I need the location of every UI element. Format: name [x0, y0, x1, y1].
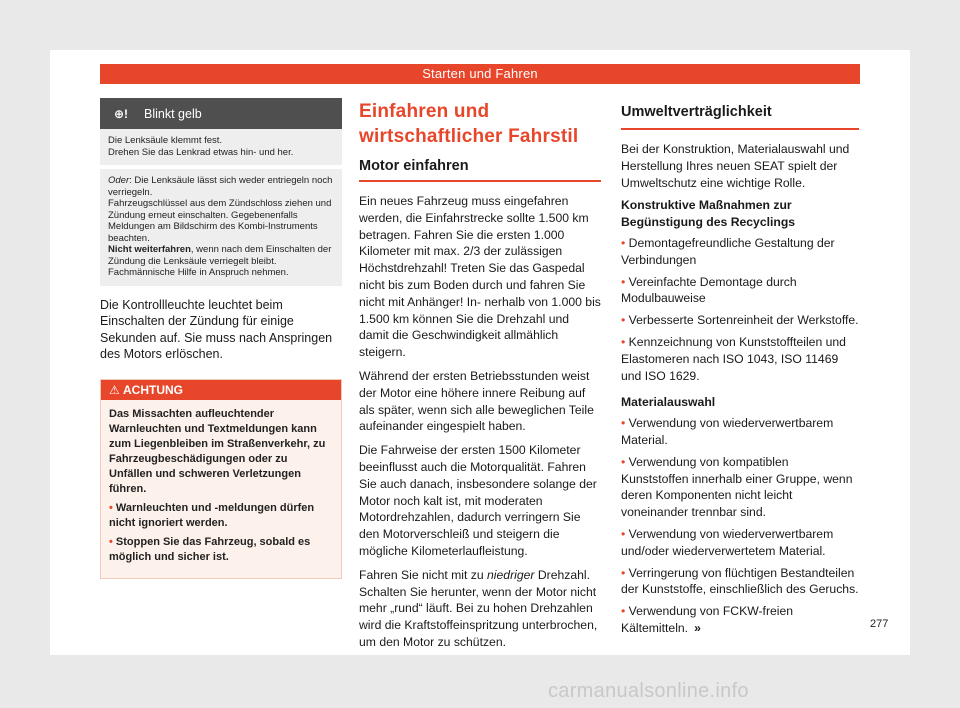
list2-item-4: Verringerung von flüchtigen Bestandteilen der Kunststoffe, einschließlich des Geruchs. [621, 565, 859, 597]
list-item [621, 274, 859, 308]
list1-item-1: Demontagefreundliche Gestaltung der Verbindungen [621, 235, 835, 267]
p4-b: Drehzahl. Schalten Sie herunter, wenn der Motor nicht mehr „rund“ läuft. Bei zu hohen Drehzahlen wird die Kraftstoffeinspritzung unterbrochen, um den Motor zu schützen. [359, 567, 598, 649]
indicator-state-title: Blinkt gelb [144, 106, 202, 121]
warning-body [101, 400, 341, 578]
middle-paragraph-1: Ein neues Fahrzeug muss eingefahren werden, die Einfahrstrecke sollte 1.500 km betragen. Fahren Sie die ersten 1.000 Kilometer mit max. 2/3 der zulässigen Höchstdrehzahl! Treten Sie das Gaspedal nicht bis zum Boden durch und fahren Sie nicht mit Anhänger! In- nerhalb von 1.000 bis 1.500 km können Sie die Drehzahl und damit die Geschwindigkeit allmählich steigern. [359, 194, 601, 360]
middle-paragraph-2: Während der ersten Betriebsstunden weist der Motor eine höhere innere Reibung auf als später, wenn sich alle beweglichen Teile aufeinander eingespielt haben. [359, 368, 594, 434]
indicator-table-body [100, 129, 342, 286]
warning-header [101, 380, 341, 400]
list-item [621, 565, 859, 599]
p4-em: niedriger [487, 567, 535, 582]
environment-title: Umweltverträglichkeit [621, 98, 859, 130]
warning-bullet-2 [109, 535, 333, 565]
list-item [621, 454, 859, 521]
cell1-line-1: Die Lenksäule klemmt fest. [108, 135, 223, 146]
warning-box [100, 379, 342, 579]
indicator-paragraph: Die Kontrollleuchte leuchtet beim Einschalten der Zündung für einige Sekunden auf. Sie muss nach Anspringen des Motors erlöschen. [100, 297, 333, 361]
cell2-text1: : Die Lenksäule lässt sich weder entriegeln noch verriegeln. [108, 175, 333, 198]
section-header: Starten und Fahren [100, 64, 860, 84]
warning-triangle-icon: ⚠ [109, 382, 120, 397]
steering-lock-warning-icon: ⊕! [113, 106, 129, 121]
right-column [621, 98, 859, 642]
bullet-icon: • [621, 454, 629, 469]
list2-item-3: Verwendung von wiederverwertbarem und/oder wiederverwertetem Material. [621, 526, 834, 558]
page-number: 277 [870, 618, 889, 630]
list2-item-1: Verwendung von wiederverwertbarem Material. [621, 416, 834, 447]
bullet-icon: • [621, 526, 629, 541]
list2-item-2: Verwendung von kompatiblen Kunststoffen innerhalb einer Gruppe, wenn deren Komponenten nicht leicht voneinander trennbar sind. [621, 454, 853, 520]
list-item [621, 235, 859, 269]
bullet-icon: • [621, 334, 629, 349]
bullet-icon: • [621, 565, 629, 580]
warning-bullet-1-text: Warnleuchten und -meldungen dürfen nicht ignoriert werden. [109, 501, 315, 529]
bullet-icon: • [109, 535, 116, 548]
list-item [621, 603, 859, 637]
cell2-oder: Oder [108, 175, 130, 186]
list-item [621, 312, 859, 329]
bullet-icon: • [621, 604, 629, 619]
indicator-cell-1 [100, 129, 342, 165]
environment-intro: Bei der Konstruktion, Materialauswahl und Herstellung Ihres neuen SEAT spielt der Umweltschutz eine wichtige Rolle. [621, 142, 850, 190]
warning-bullet-1 [109, 501, 333, 531]
middle-column [359, 98, 601, 658]
warning-title: ACHTUNG [123, 382, 183, 397]
cell2-text3: , wenn nach dem Einschalten der Zündung die Lenksäule verriegelt bleibt. Fachmännische Hilfe in Anspruch nehmen. [108, 244, 332, 278]
p4-a: Fahren Sie nicht mit zu [359, 567, 488, 582]
material-heading: Materialauswahl [621, 395, 716, 410]
cell1-line-2: Drehen Sie das Lenkrad etwas hin- und her. [108, 146, 294, 158]
bullet-icon: • [621, 416, 629, 431]
list2-item-5: Verwendung von FCKW-freien Kältemitteln. [621, 604, 794, 635]
section-title: Einfahren und wirtschaftlicher Fahrstil [359, 101, 579, 147]
cell2-bold: Nicht weiterfahren [108, 244, 191, 255]
cell2-line-3 [108, 244, 334, 279]
bullet-icon: • [621, 274, 629, 289]
list1-item-2: Vereinfachte Demontage durch Modulbauweise [621, 274, 797, 306]
cell2-line-1 [108, 175, 334, 198]
list1-item-3: Verbesserte Sortenreinheit der Werkstoffe. [628, 313, 859, 328]
bullet-icon: • [109, 501, 116, 514]
list1-item-4: Kennzeichnung von Kunststoffteilen und Elastomeren nach ISO 1043, ISO 11469 und ISO 1629. [621, 334, 846, 383]
cell2-text2: Fahrzeugschlüssel aus dem Zündschloss ziehen und Zündung erneut einschalten. Gegebenenfalls Meldungen am Bildschirm des Kombi-Instruments beachten. [108, 198, 332, 244]
warning-bullet-2-text: Stoppen Sie das Fahrzeug, sobald es möglich und sicher ist. [109, 535, 311, 563]
indicator-cell-2 [100, 169, 342, 286]
bullet-icon: • [621, 235, 629, 250]
continue-icon: » [694, 620, 701, 635]
watermark: carmanualsonline.info [548, 680, 749, 702]
middle-paragraph-4 [359, 567, 601, 651]
warning-intro: Das Missachten aufleuchtender Warnleuchten und Textmeldungen kann zum Liegenbleiben im Straßenverkehr, zu Fahrzeugbeschädigungen oder zu Unfällen und schweren Verletzungen führen. [109, 407, 326, 495]
left-column [100, 98, 342, 579]
list-item [621, 415, 859, 449]
recycling-heading: Konstruktive Maßnahmen zur Begünstigung des Recyclings [621, 198, 796, 230]
subsection-title: Motor einfahren [359, 158, 601, 182]
list-item [621, 526, 859, 560]
indicator-table-header [100, 98, 342, 129]
list-item [621, 334, 859, 384]
middle-paragraph-3: Die Fahrweise der ersten 1500 Kilometer beeinflusst auch die Motorqualität. Fahren Sie auch danach, insbesondere solange der Motor noch kalt ist, mit moderaten Motordrehzahlen, dadurch verringern Sie den Motorverschleiß und steigern die mögliche Kilometerlaufleistung. [359, 443, 597, 558]
bullet-icon: • [621, 313, 629, 328]
